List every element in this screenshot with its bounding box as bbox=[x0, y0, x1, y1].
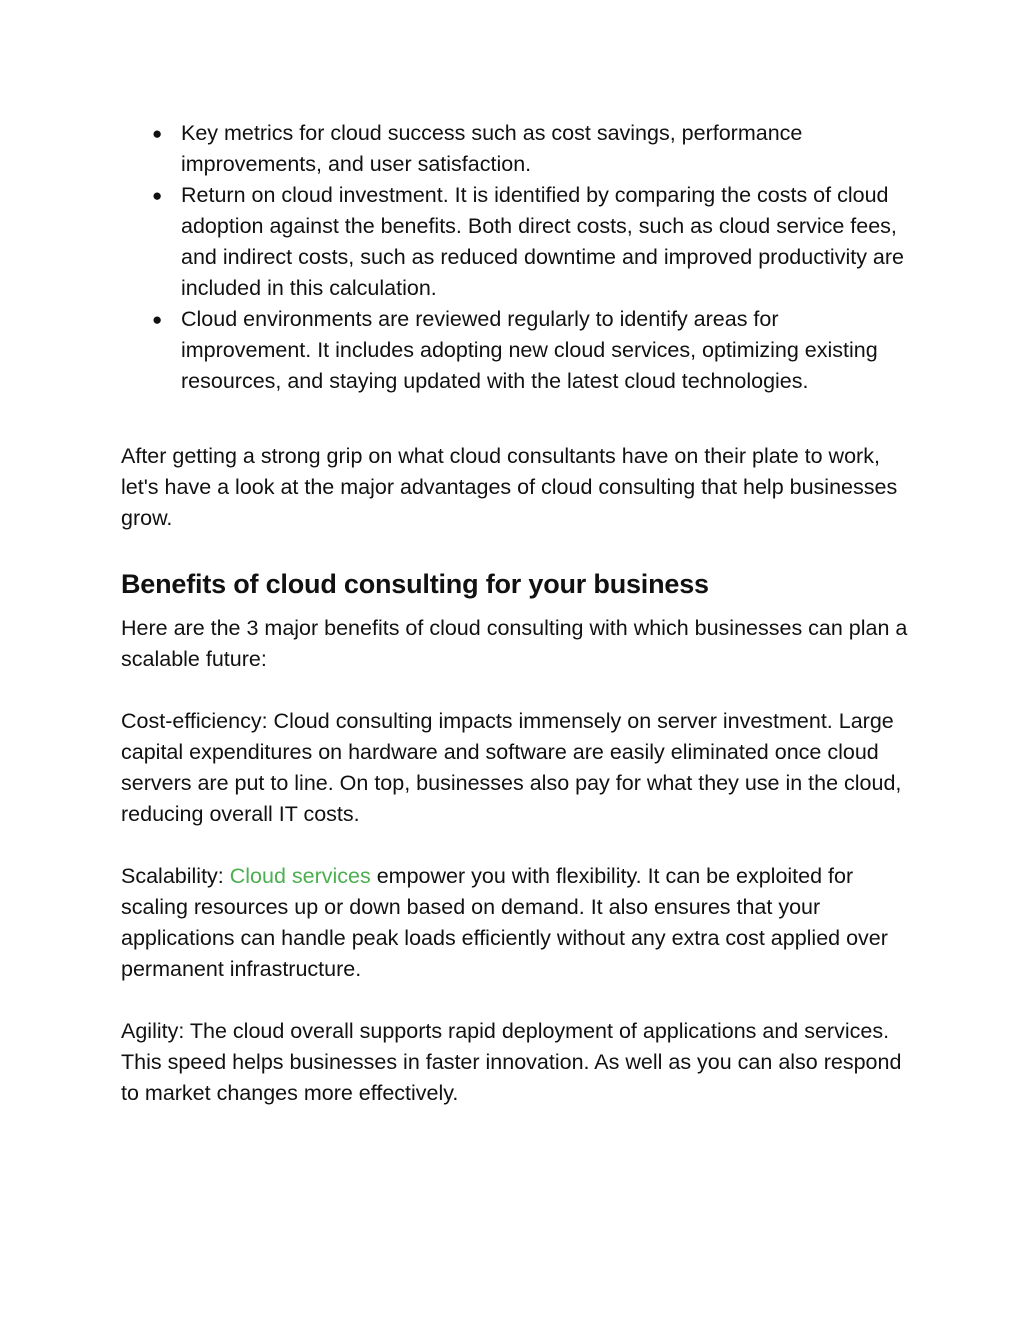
spacer bbox=[121, 601, 911, 613]
list-item bbox=[152, 180, 911, 304]
cloud-services-link[interactable]: Cloud services bbox=[229, 864, 371, 888]
bullet-icon: ● bbox=[152, 124, 163, 143]
bullet-icon: ● bbox=[152, 186, 163, 205]
agility-paragraph: Agility: The cloud overall supports rapid deployment of applications and services. This speed helps businesses in faster innovation. As well as you can also respond to market changes more effectively. bbox=[121, 1019, 902, 1105]
benefits-intro-paragraph: Here are the 3 major benefits of cloud consulting with which businesses can plan a scalable future: bbox=[121, 616, 908, 671]
bullet-text: Key metrics for cloud success such as cost savings, performance improvements, and user satisfaction. bbox=[181, 121, 803, 176]
bullet-text: Cloud environments are reviewed regularly to identify areas for improvement. It includes adopting new cloud services, optimizing existing resources, and staying updated with the latest cloud technologies. bbox=[181, 307, 878, 393]
spacer bbox=[121, 985, 911, 1016]
document-content bbox=[121, 118, 911, 1109]
intro-paragraph: After getting a strong grip on what cloud consultants have on their plate to work, let's have a look at the major advantages of cloud consulting that help businesses grow. bbox=[121, 444, 898, 530]
list-item bbox=[152, 118, 911, 180]
spacer bbox=[121, 397, 911, 441]
spacer bbox=[121, 830, 911, 861]
cost-efficiency-paragraph: Cost-efficiency: Cloud consulting impacts immensely on server investment. Large capital expenditures on hardware and software are easily eliminated once cloud servers are put to line. On top, businesses also pay for what they use in the cloud, reducing overall IT costs. bbox=[121, 709, 902, 826]
section-heading: Benefits of cloud consulting for your business bbox=[121, 569, 709, 599]
spacer bbox=[121, 675, 911, 706]
bullet-text: Return on cloud investment. It is identified by comparing the costs of cloud adoption against the benefits. Both direct costs, such as cloud service fees, and indirect costs, such as reduced downtime and improved productivity are included in this calculation. bbox=[181, 183, 905, 300]
metrics-bullet-list bbox=[121, 118, 911, 397]
scalability-suffix: empower you with flexibility. It can be exploited for scaling resources up or down based on demand. It also ensures that your applications can handle peak loads efficiently without any extra cost applied over permanent infrastructure. bbox=[121, 864, 888, 981]
scalability-prefix: Scalability: bbox=[121, 864, 230, 888]
list-item bbox=[152, 304, 911, 397]
bullet-icon: ● bbox=[152, 310, 163, 329]
scalability-paragraph bbox=[121, 861, 911, 985]
